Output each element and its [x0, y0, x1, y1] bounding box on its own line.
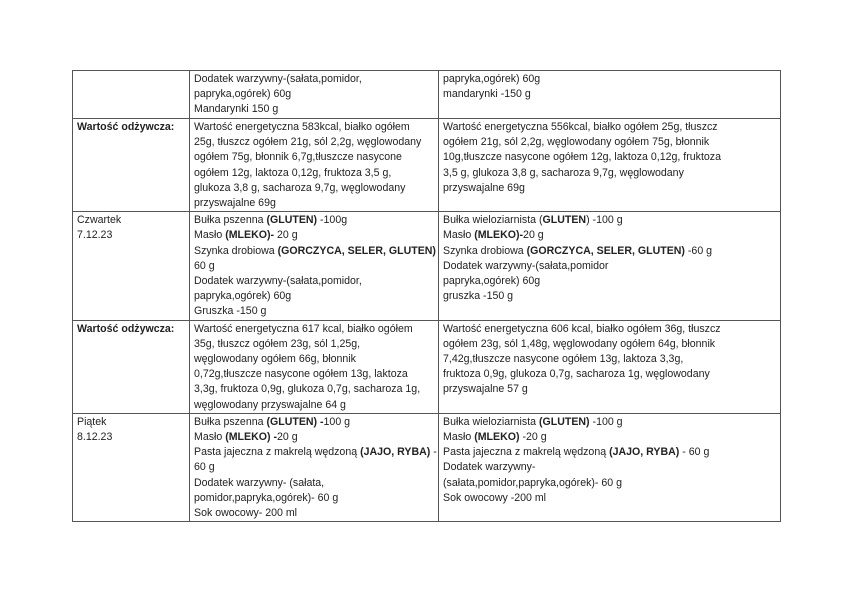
menu-text: 35g, tłuszcz ogółem 23g, sól 1,25g, — [194, 337, 361, 350]
menu-line — [194, 445, 437, 460]
menu-text: 20 g — [274, 229, 298, 242]
menu-line — [443, 382, 776, 397]
menu-line — [443, 367, 776, 382]
menu-text: -60 g — [684, 244, 713, 257]
menu-text: Masło — [194, 229, 226, 242]
menu-line — [194, 150, 434, 165]
menu-line — [194, 102, 434, 117]
menu-text: Dodatek warzywny-(sałata,pomidor — [443, 259, 609, 272]
day-name: Piątek — [77, 415, 107, 428]
menu-text: 20 g — [523, 229, 544, 242]
day-name: Czwartek — [77, 214, 122, 227]
allergen-text: (GLUTEN) — [266, 214, 318, 227]
menu-text: Dodatek warzywny-(sałata,pomidor, — [194, 73, 362, 85]
allergen-text: (GORCZYCA, SELER, GLUTEN) — [277, 244, 436, 257]
menu-line — [443, 259, 776, 274]
day-cell — [73, 413, 190, 521]
menu-line — [194, 166, 434, 181]
menu-line — [443, 491, 776, 506]
day-date: 7.12.23 — [77, 229, 113, 242]
menu-text: Bułka pszenna — [194, 214, 267, 227]
allergen-text: GLUTEN — [542, 214, 587, 227]
menu-text: - 60 g — [679, 446, 710, 459]
allergen-text: (GLUTEN) - — [266, 415, 324, 428]
menu-line — [443, 244, 776, 259]
allergen-text: (MLEKO) - — [225, 431, 277, 444]
menu-line — [194, 367, 434, 382]
menu-text: 10g,tłuszcze nasycone ogółem 12g, laktoza 0,12g, fruktoza — [443, 151, 721, 164]
menu-text: papryka,ogórek) 60g — [443, 73, 541, 85]
menu-text: pomidor,papryka,ogórek)- 60 g — [194, 491, 339, 504]
menu-text: -100 g — [589, 415, 623, 428]
menu-text: przyswajalne 57 g — [443, 383, 528, 396]
menu-line — [194, 476, 434, 491]
menu-text: Wartość energetyczna 556kcal, białko ogółem 25g, tłuszcz — [443, 121, 718, 133]
menu-line — [194, 460, 434, 475]
menu-text: Wartość energetyczna 606 kcal, białko ogółem 36g, tłuszcz — [443, 322, 721, 335]
menu-line — [194, 506, 434, 521]
menu-line — [194, 430, 434, 445]
table-row — [73, 413, 781, 521]
menu-text: papryka,ogórek) 60g — [194, 290, 292, 303]
table-row — [73, 71, 781, 119]
menu-text: ogółem 75g, błonnik 6,7g,tłuszcze nasycone — [194, 151, 402, 164]
menu-line — [443, 289, 776, 304]
menu-cell-variant-1 — [190, 320, 439, 413]
menu-line — [194, 352, 434, 367]
nutrition-label-cell — [73, 119, 190, 212]
table-row — [73, 119, 781, 212]
menu-text: -20 g — [519, 431, 547, 444]
menu-text: 3,3g, fruktoza 0,9g, glukoza 0,7g, sacharoza 1g, — [194, 383, 421, 396]
menu-line — [194, 87, 434, 102]
menu-line — [194, 213, 434, 228]
menu-line — [443, 322, 776, 337]
menu-text: mandarynki -150 g — [443, 88, 531, 101]
menu-text: Szynka drobiowa — [443, 244, 527, 257]
allergen-text: (JAJO, RYBA) — [360, 446, 431, 459]
day-cell — [73, 212, 190, 320]
nutrition-label-cell — [73, 320, 190, 413]
menu-cell-variant-2 — [439, 320, 781, 413]
allergen-text: (GLUTEN) — [538, 415, 590, 428]
menu-line — [443, 213, 776, 228]
allergen-text: (JAJO, RYBA) — [609, 446, 680, 459]
menu-cell-variant-1 — [190, 413, 439, 521]
menu-text: Mandarynki 150 g — [194, 103, 279, 116]
menu-text: - — [430, 446, 437, 459]
menu-text: Dodatek warzywny- — [443, 461, 536, 474]
day-date: 8.12.23 — [77, 431, 113, 444]
menu-text: Masło — [443, 431, 475, 444]
menu-text: ogółem 23g, sól 1,48g, węglowodany ogółem 64g, błonnik — [443, 337, 716, 350]
menu-line — [443, 337, 776, 352]
menu-line — [194, 120, 434, 135]
menu-text: Bułka pszenna — [194, 415, 267, 428]
menu-line — [194, 181, 434, 196]
menu-text: 3,5 g, glukoza 3,8 g, sacharoza 9,7g, węglowodany — [443, 166, 684, 179]
nutrition-label: Wartość odżywcza: — [77, 322, 175, 335]
menu-text: 7,42g,tłuszcze nasycone ogółem 13g, laktoza 3,3g, — [443, 353, 684, 366]
menu-text: Masło — [443, 229, 475, 242]
menu-text: -100g — [317, 214, 348, 227]
menu-line — [194, 244, 434, 259]
menu-text: gruszka -150 g — [443, 290, 514, 303]
menu-cell-variant-2 — [439, 71, 781, 119]
menu-line — [443, 150, 776, 165]
menu-line — [194, 322, 434, 337]
allergen-text: (MLEKO)- — [474, 229, 524, 242]
menu-line — [194, 228, 434, 243]
menu-text: przyswajalne 69g — [443, 181, 525, 194]
menu-text: 60 g — [194, 259, 215, 272]
menu-line — [194, 304, 434, 319]
menu-line — [194, 415, 434, 430]
menu-cell-variant-1 — [190, 212, 439, 320]
day-cell — [73, 71, 190, 119]
menu-text: Wartość energetyczna 583kcal, białko ogółem — [194, 121, 410, 133]
menu-line — [194, 135, 434, 150]
menu-line — [443, 135, 776, 150]
menu-line — [194, 382, 434, 397]
menu-line — [443, 228, 776, 243]
menu-text: fruktoza 0,9g, glukoza 0,7g, sacharoza 1g, węglowodany — [443, 368, 710, 381]
menu-line — [443, 274, 776, 289]
menu-text: glukoza 3,8 g, sacharoza 9,7g, węglowodany — [194, 181, 406, 194]
table-row — [73, 212, 781, 320]
menu-text: 100 g — [323, 415, 351, 428]
menu-cell-variant-2 — [439, 212, 781, 320]
menu-text: 60 g — [194, 461, 215, 474]
menu-line — [194, 491, 434, 506]
allergen-text: (GORCZYCA, SELER, GLUTEN) — [526, 244, 685, 257]
menu-line — [443, 120, 776, 135]
menu-line — [443, 430, 776, 445]
menu-text: papryka,ogórek) 60g — [194, 88, 292, 101]
menu-line — [443, 181, 776, 196]
menu-text: ogółem 12g, laktoza 0,12g, fruktoza 3,5 g, — [194, 166, 392, 179]
menu-text: Gruszka -150 g — [194, 305, 267, 318]
menu-line — [194, 259, 434, 274]
menu-table-body — [73, 71, 781, 522]
menu-line — [194, 72, 434, 87]
menu-text: przyswajalne 69g — [194, 197, 276, 210]
menu-text: Wartość energetyczna 617 kcal, białko ogółem — [194, 322, 413, 335]
menu-text: ) -100 g — [586, 214, 623, 227]
nutrition-label: Wartość odżywcza: — [77, 121, 175, 133]
menu-text: Masło — [194, 431, 226, 444]
menu-line — [194, 289, 434, 304]
menu-text: Dodatek warzywny-(sałata,pomidor, — [194, 275, 362, 288]
menu-text: (sałata,pomidor,papryka,ogórek)- 60 g — [443, 476, 623, 489]
menu-cell-variant-1 — [190, 119, 439, 212]
menu-cell-variant-1 — [190, 71, 439, 119]
menu-text: węglowodany ogółem 66g, błonnik — [194, 353, 356, 366]
menu-text: ogółem 21g, sól 2,2g, węglowodany ogółem 75g, błonnik — [443, 136, 710, 149]
menu-line — [443, 352, 776, 367]
allergen-text: (MLEKO)- — [225, 229, 275, 242]
menu-line — [194, 274, 434, 289]
menu-line — [194, 398, 434, 413]
table-row — [73, 320, 781, 413]
menu-line — [443, 460, 776, 475]
menu-text: Sok owocowy -200 ml — [443, 491, 547, 504]
menu-text: 20 g — [276, 431, 298, 444]
menu-text: Pasta jajeczna z makrelą wędzoną — [443, 446, 610, 459]
menu-line — [443, 476, 776, 491]
menu-line — [194, 337, 434, 352]
menu-text: Sok owocowy- 200 ml — [194, 507, 298, 520]
menu-text: Pasta jajeczna z makrelą wędzoną — [194, 446, 361, 459]
menu-line — [443, 87, 776, 102]
menu-text: 0,72g,tłuszcze nasycone ogółem 13g, laktoza — [194, 368, 408, 381]
menu-text: 25g, tłuszcz ogółem 21g, sól 2,2g, węglowodany — [194, 136, 422, 149]
menu-cell-variant-2 — [439, 119, 781, 212]
menu-table — [72, 70, 781, 522]
menu-text: Bułka wieloziarnista ( — [443, 214, 543, 227]
allergen-text: (MLEKO) — [474, 431, 520, 444]
menu-text: papryka,ogórek) 60g — [443, 275, 541, 288]
menu-line — [194, 196, 434, 211]
menu-text: Dodatek warzywny- (sałata, — [194, 476, 325, 489]
menu-line — [443, 72, 776, 87]
menu-text: Bułka wieloziarnista — [443, 415, 539, 428]
menu-line — [443, 445, 776, 460]
menu-text: węglowodany przyswajalne 64 g — [194, 398, 346, 411]
menu-cell-variant-2 — [439, 413, 781, 521]
menu-line — [443, 166, 776, 181]
menu-line — [443, 415, 776, 430]
menu-text: Szynka drobiowa — [194, 244, 278, 257]
